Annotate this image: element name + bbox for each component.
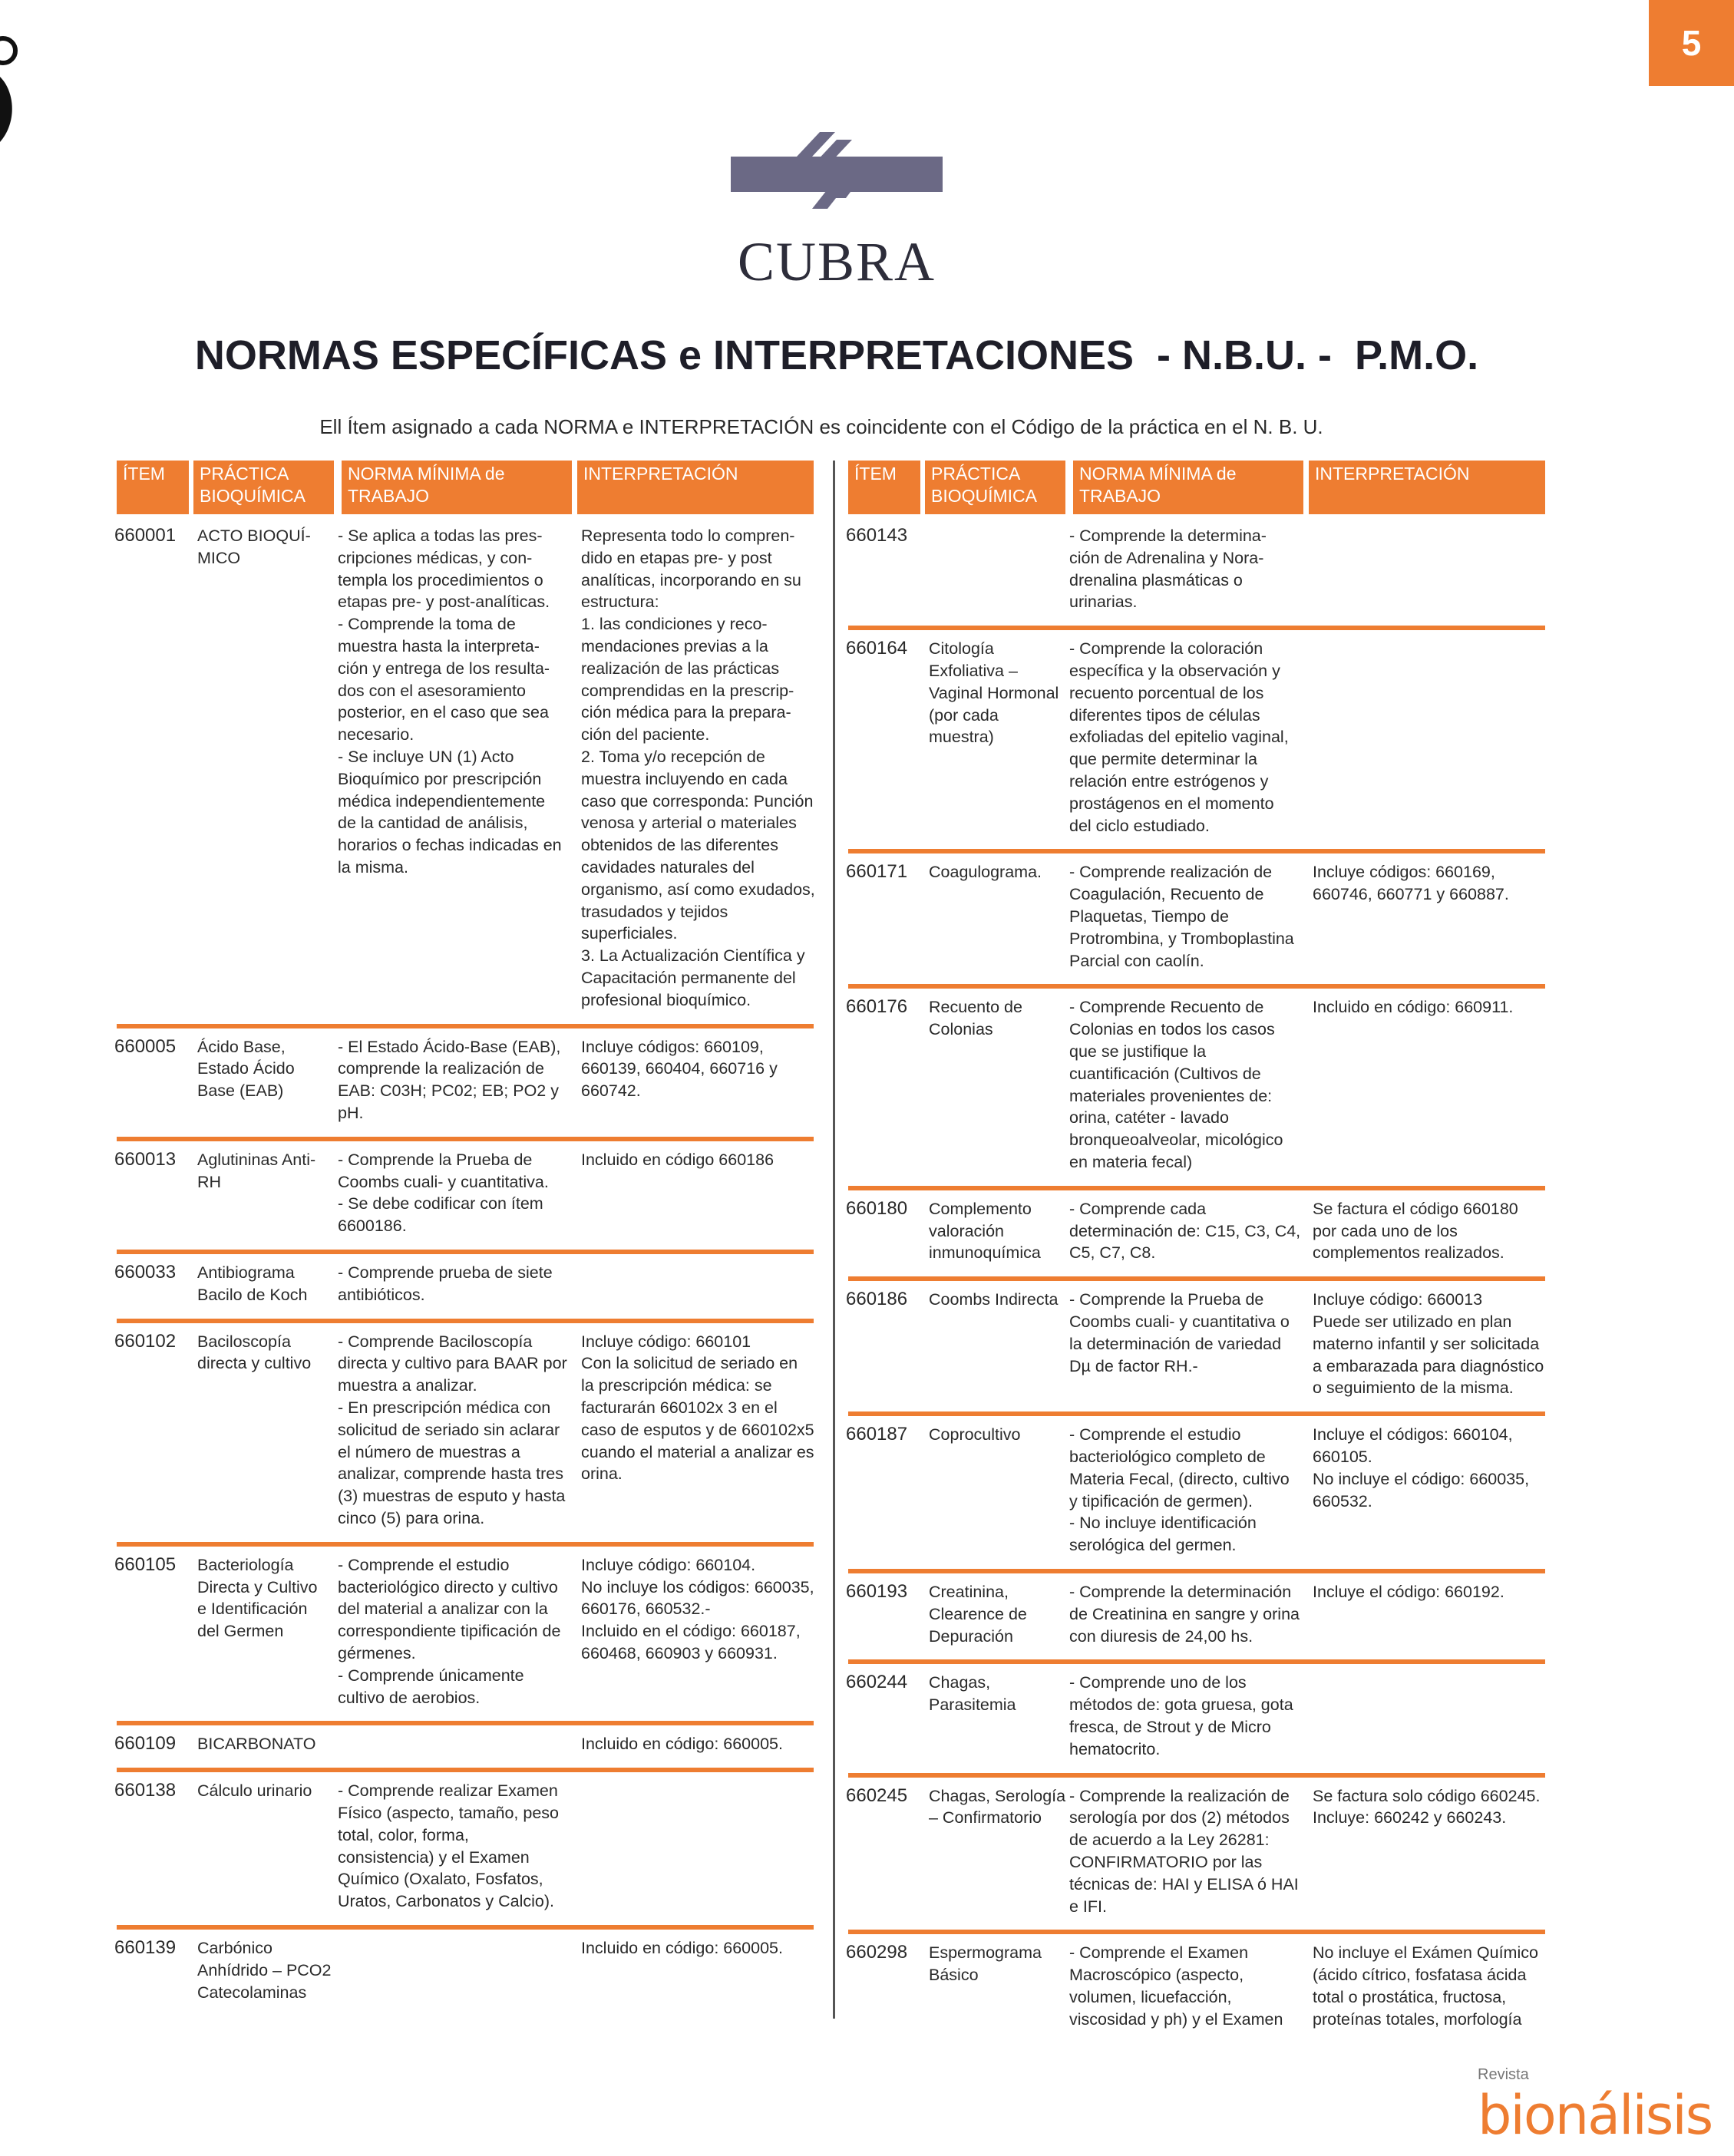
table-row xyxy=(114,1330,814,1547)
footer-revista-label: Revista xyxy=(1478,2066,1529,2083)
interpretacion-cell: No incluye el Exámen Químico (ácido cítrico, fosfatasa ácida total o prostática, fructosa, proteínas totales, morfología xyxy=(1313,1943,1538,2029)
practica-cell: Carbónico Anhídrido – PCO2 Catecolaminas xyxy=(197,1938,332,2002)
practica-cell: Chagas, Parasitemia xyxy=(929,1673,1016,1715)
interpretacion-cell: Incluido en código: 660911. xyxy=(1313,998,1514,1017)
norma-cell: - Comprende realización de Coagulación, Recuento de Plaquetas, Tiempo de Protrombina, y Tromboplastina Parcial con caolín. xyxy=(1069,863,1294,970)
table-row xyxy=(848,996,1545,1190)
page-subtitle: Ell Ítem asignado a cada NORMA e INTERPRETACIÓN es coincidente con el Código de la práctica en el N. B. U. xyxy=(319,415,1323,438)
table-row xyxy=(848,1424,1545,1573)
table-row xyxy=(848,1289,1545,1416)
item-code: 660193 xyxy=(846,1580,908,1602)
interpretacion-cell: Incluye código: 660101 Con la solicitud de seriado en la prescripción médica: se facturarán 660102x 3 en el caso de esputos y de 660102x5 cuando el material a analizar es orina. xyxy=(581,1332,814,1484)
item-code: 660033 xyxy=(114,1261,177,1283)
interpretacion-cell: Incluye códigos: 660109, 660139, 660404, 660716 y 660742. xyxy=(581,1037,778,1101)
practica-cell: Chagas, Serología – Confirmatorio xyxy=(929,1786,1066,1827)
item-code: 660001 xyxy=(114,525,177,546)
table-header xyxy=(848,461,1545,514)
item-code: 660176 xyxy=(846,996,908,1018)
norma-cell: - Comprende uno de los métodos de: gota gruesa, gota fresca, de Strout y de Micro hematocrito. xyxy=(1069,1673,1293,1758)
norma-cell: - Comprende Recuento de Colonias en todos los casos que se justifique la cuantificación (Cultivos de materiales provenientes de: orina, catéter - lavado bronqueoalveolar, micológico en materia fecal) xyxy=(1069,998,1283,1171)
item-code: 660005 xyxy=(114,1035,177,1057)
header-interpretacion: INTERPRETACIÓN xyxy=(577,461,814,514)
table-row xyxy=(114,1553,814,1726)
table-row xyxy=(848,1198,1545,1281)
item-code: 660244 xyxy=(846,1672,908,1693)
interpretacion-cell: Incluye el código: 660192. xyxy=(1313,1582,1504,1601)
item-code: 660171 xyxy=(846,861,908,883)
table-row xyxy=(114,1936,814,2016)
item-code: 660139 xyxy=(114,1936,177,1958)
practica-cell: Bacteriología Directa y Cultivo e Identificación del Germen xyxy=(197,1555,318,1641)
table-row xyxy=(848,1672,1545,1777)
norma-cell: - Se aplica a todas las pres- cripciones médicas, y con- templa los procedimientos o etapas pre- y post-analíticas. - Comprende la toma de muestra hasta la interpreta- ción y entrega de los resulta- dos con el asesoramiento posterior, en el caso que sea necesario. - Se incluye UN (1) Acto Bioquímico por prescripción médica independientemente de la cantidad de análisis, horarios o fechas indicadas en la misma. xyxy=(338,527,562,877)
header-practica: PRÁCTICA BIOQUÍMICA xyxy=(193,461,334,514)
practica-cell: Creatinina, Clearence de Depuración xyxy=(929,1582,1027,1646)
table-row xyxy=(848,638,1545,853)
interpretacion-cell: Representa todo lo compren- dido en etapas pre- y post analíticas, incorporando en su estructura: 1. las condiciones y reco- mendaciones previas a la realización de las prácticas comprendidas en la prescrip- ción médica para la prepara- ción del paciente. 2. Toma y/o recepción de muestra incluyendo en cada caso que corresponda: Punción venosa y arterial o materiales obtenidos de las diferentes cavidades naturales del organismo, así como exudados, trasudados y tejidos superficiales. 3. La Actualización Científica y Capacitación permanente del profesional bioquímico. xyxy=(581,527,815,1009)
practica-cell: Cálculo urinario xyxy=(197,1781,312,1801)
norma-cell: - Comprende Baciloscopía directa y cultivo para BAAR por muestra a analizar. - En prescripción médica con solicitud de seriado sin aclarar el número de muestras a analizar, comprende hasta tres (3) muestras de esputo y hasta cinco (5) para orina. xyxy=(338,1332,567,1527)
table-row xyxy=(114,1148,814,1254)
header-item: ÍTEM xyxy=(117,461,189,514)
item-code: 660187 xyxy=(846,1424,908,1445)
norma-cell: - Comprende la determina- ción de Adrenalina y Nora- drenalina plasmáticas o urinarias. xyxy=(1069,527,1267,612)
table-row xyxy=(848,525,1545,630)
norma-cell: - Comprende prueba de siete antibióticos. xyxy=(338,1263,553,1304)
norma-cell: - Comprende la Prueba de Coombs cuali- y cuantitativa o la determinación de variedad Dµ de factor RH.- xyxy=(1069,1290,1290,1375)
interpretacion-cell: Incluido en código: 660005. xyxy=(581,1938,783,1957)
norma-cell: - Comprende la Prueba de Coombs cuali- y cuantitativa. - Se debe codificar con ítem 6600186. xyxy=(338,1150,549,1236)
norma-cell: - Comprende cada determinación de: C15, C3, C4, C5, C7, C8. xyxy=(1069,1199,1301,1263)
interpretacion-cell: Incluido en código 660186 xyxy=(581,1150,775,1169)
item-code: 660013 xyxy=(114,1148,177,1170)
interpretacion-cell: Incluye código: 660104. No incluye los códigos: 660035, 660176, 660532.- Incluido en el código: 660187, 660468, 660903 y 660931. xyxy=(581,1555,814,1662)
interpretacion-cell: Incluye códigos: 660169, 660746, 660771 y 660887. xyxy=(1313,863,1509,904)
practica-cell: Aglutininas Anti- RH xyxy=(197,1150,316,1191)
table-row xyxy=(114,1261,814,1323)
page-number: 5 xyxy=(1649,0,1734,86)
practica-cell: Complemento valoración inmunoquímica xyxy=(929,1199,1041,1263)
practica-cell: Recuento de Colonias xyxy=(929,998,1022,1039)
practica-cell: Coagulograma. xyxy=(929,863,1042,882)
practica-cell: Espermograma Básico xyxy=(929,1943,1042,1985)
table-row xyxy=(848,1581,1545,1664)
logo-text: CUBRA xyxy=(737,231,936,292)
left-column xyxy=(114,461,815,2016)
norma-cell: - Comprende el estudio bacteriológico completo de Materia Fecal, (directo, cultivo y tipificación de germen). - No incluye identificación serológica del germen. xyxy=(1069,1425,1290,1555)
interpretacion-cell: Incluye código: 660013 Puede ser utilizado en plan materno infantil y ser solicitada a embarazada para diagnóstico o seguimiento de la misma. xyxy=(1313,1290,1544,1398)
table-header xyxy=(117,461,814,514)
column-divider xyxy=(833,461,835,2019)
item-code: 660180 xyxy=(846,1197,908,1219)
practica-cell: Ácido Base, Estado Ácido Base (EAB) xyxy=(197,1037,295,1101)
header-practica: PRÁCTICA BIOQUÍMICA xyxy=(925,461,1065,514)
item-code: 660186 xyxy=(846,1289,908,1310)
interpretacion-cell: Se factura el código 660180 por cada uno de los complementos realizados. xyxy=(1313,1199,1518,1263)
item-code: 660105 xyxy=(114,1553,177,1575)
norma-cell: - Comprende la determinación de Creatinina en sangre y orina con diuresis de 24,00 hs. xyxy=(1069,1582,1300,1646)
item-code: 660109 xyxy=(114,1733,177,1755)
header-norma: NORMA MÍNIMA de TRABAJO xyxy=(342,461,572,514)
page-title: NORMAS ESPECÍFICAS e INTERPRETACIONES - N.B.U. - P.M.O. xyxy=(194,332,1479,378)
header-item: ÍTEM xyxy=(848,461,920,514)
norma-cell: - Comprende la coloración específica y la observación y recuento porcentual de los diferentes tipos de células exfoliadas del epitelio vaginal, que permite determinar la relación entre estrógenos y prostágenos en el momento del ciclo estudiado. xyxy=(1069,639,1289,835)
table-row xyxy=(848,1942,1545,2042)
table-row xyxy=(848,1785,1545,1935)
norma-cell: - Comprende el Examen Macroscópico (aspecto, volumen, licuefacción, viscosidad y ph) y el Examen xyxy=(1069,1943,1283,2029)
item-code: 660138 xyxy=(114,1780,177,1801)
practica-cell: ACTO BIOQUÍ- MICO xyxy=(197,527,311,567)
item-code: 660143 xyxy=(846,525,908,546)
norma-cell: - Comprende realizar Examen Físico (aspecto, tamaño, peso total, color, forma, consistencia) y el Examen Químico (Oxalato, Fosfatos, Uratos, Carbonatos y Calcio). xyxy=(338,1781,560,1911)
interpretacion-cell: Incluido en código: 660005. xyxy=(581,1735,783,1754)
norma-cell: - Comprende el estudio bacteriológico directo y cultivo del material a analizar con la correspondiente tipificación de gérmenes. - Comprende únicamente cultivo de aerobios. xyxy=(338,1555,561,1707)
footer-brand-logo: bionálisis xyxy=(1478,2084,1713,2147)
header-interpretacion: INTERPRETACIÓN xyxy=(1309,461,1545,514)
norma-cell: - Comprende la realización de serología por dos (2) métodos de acuerdo a la Ley 26281: CONFIRMATORIO por las técnicas de: HAI y ELISA ó HAI e IFI. xyxy=(1069,1786,1299,1916)
item-code: 660298 xyxy=(846,1942,908,1963)
interpretacion-cell: Incluye el códigos: 660104, 660105. No incluye el código: 660035, 660532. xyxy=(1313,1425,1530,1511)
practica-cell: Baciloscopía directa y cultivo xyxy=(197,1332,312,1373)
item-code: 660102 xyxy=(114,1330,177,1352)
table-row xyxy=(114,1035,814,1141)
table-row xyxy=(114,525,815,1028)
corner-decoration-icon xyxy=(0,31,20,146)
table-row xyxy=(114,1780,814,1930)
norma-cell: - El Estado Ácido-Base (EAB), comprende la realización de EAB: C03H; PC02; EB; PO2 y pH. xyxy=(338,1037,561,1122)
practica-cell: Antibiograma Bacilo de Koch xyxy=(197,1263,308,1304)
practica-cell: Coprocultivo xyxy=(929,1425,1021,1444)
interpretacion-cell: Se factura solo código 660245. Incluye: 660242 y 660243. xyxy=(1313,1786,1541,1827)
practica-cell: Coombs Indirecta xyxy=(929,1290,1059,1309)
right-column xyxy=(848,461,1545,2043)
practica-cell: BICARBONATO xyxy=(197,1735,316,1754)
item-code: 660245 xyxy=(846,1785,908,1806)
practica-cell: Citología Exfoliativa – Vaginal Hormonal (por cada muestra) xyxy=(929,639,1059,747)
table-row xyxy=(848,861,1545,989)
item-code: 660164 xyxy=(846,638,908,659)
header-norma: NORMA MÍNIMA de TRABAJO xyxy=(1073,461,1303,514)
table-row xyxy=(114,1733,814,1772)
